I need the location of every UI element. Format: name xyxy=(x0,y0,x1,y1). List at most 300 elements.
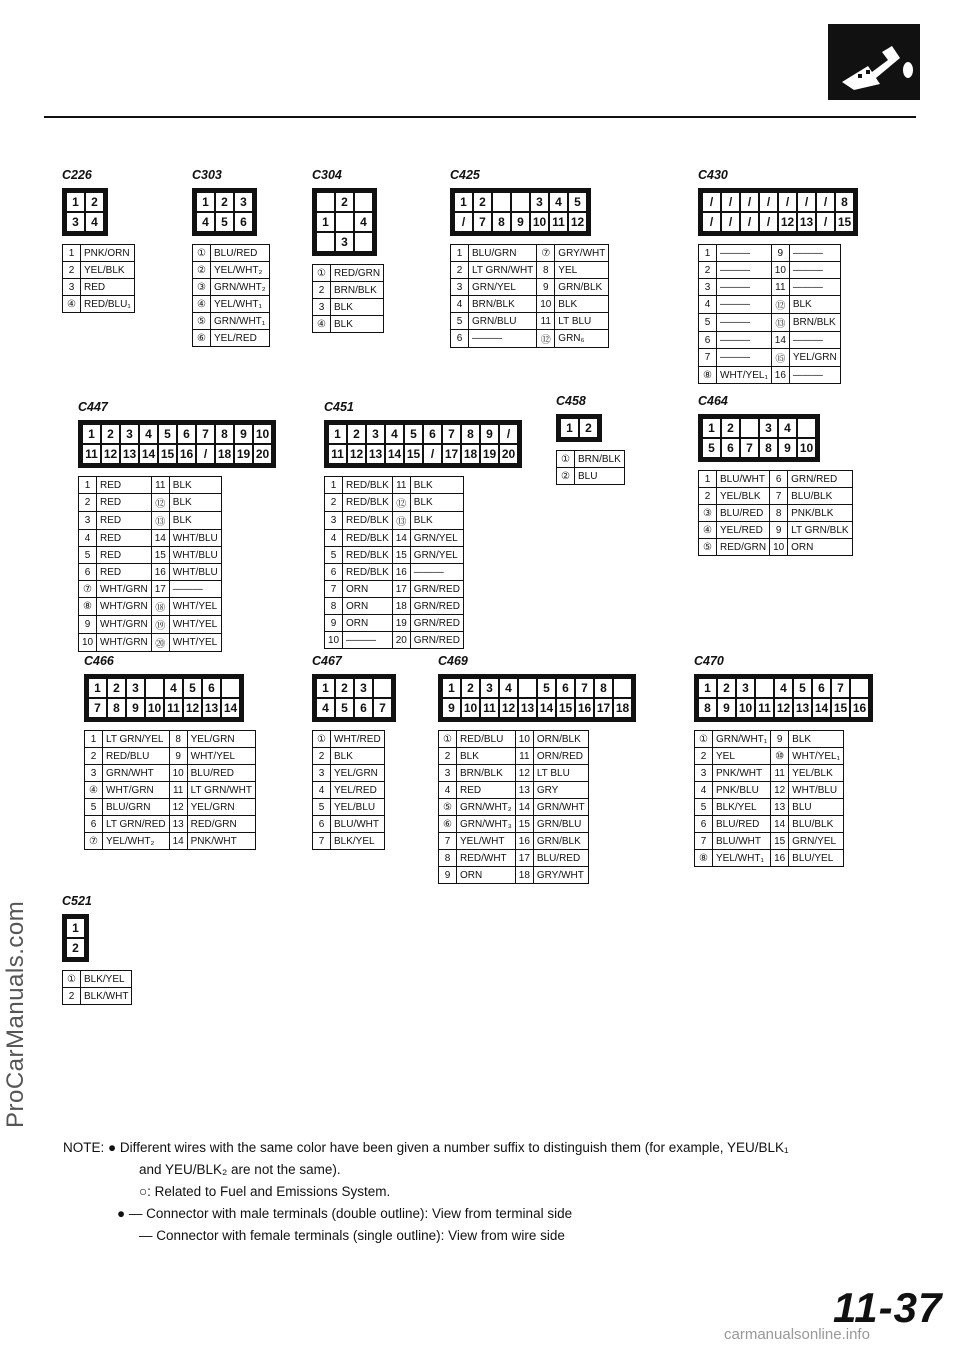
terminal-number: 2 xyxy=(439,748,457,765)
terminal-number: 4 xyxy=(695,782,713,799)
terminal-number: 5 xyxy=(451,313,469,330)
terminal-number: 8 xyxy=(537,262,555,279)
terminal-pin: 6 xyxy=(235,213,252,231)
wire-table xyxy=(192,244,270,347)
wire-color: RED/BLK xyxy=(343,547,393,564)
table-row xyxy=(699,262,841,279)
wire-color: BLK xyxy=(555,296,609,313)
wire-color: BLU/BLK xyxy=(788,488,852,505)
terminal-pin: 9 xyxy=(481,425,498,443)
terminal-number: ⑱ xyxy=(151,598,169,616)
terminal-number: ① xyxy=(313,731,331,748)
terminal-pin: 11 xyxy=(165,699,182,717)
wire-color: LT GRN/BLK xyxy=(788,522,852,539)
terminal-pin: 10 xyxy=(738,701,753,715)
terminal-number: 5 xyxy=(325,547,343,564)
terminal-pin: / xyxy=(760,213,777,231)
wire-color: YEL/BLU xyxy=(331,799,385,816)
terminal-number: 17 xyxy=(515,850,533,867)
wire-color: BLU/WHT xyxy=(713,833,771,850)
terminal-number: 11 xyxy=(515,748,533,765)
wire-color: GRY xyxy=(533,782,588,799)
connector-name: C464 xyxy=(698,394,728,408)
table-row xyxy=(63,279,135,296)
table-row xyxy=(63,262,135,279)
wire-color: GRN/WHT₂ xyxy=(457,799,516,816)
wire-color: GRY/WHT xyxy=(555,245,609,262)
terminal-number: 13 xyxy=(169,816,187,833)
connector-face xyxy=(312,674,396,722)
table-row xyxy=(325,615,464,632)
wire-color: LT GRN/RED xyxy=(103,816,170,833)
wire-table xyxy=(312,730,385,850)
wire-color: BLU/RED xyxy=(187,765,255,782)
terminal-pin: / xyxy=(817,193,834,211)
wire-color: WHT/BLU xyxy=(789,782,844,799)
table-row xyxy=(699,488,853,505)
terminal-pin: 16 xyxy=(852,701,867,715)
wire-color: WHT/BLU xyxy=(169,564,221,581)
wire-color: BLK xyxy=(789,296,840,314)
terminal-pin: 3 xyxy=(760,419,777,437)
table-row xyxy=(313,299,384,316)
table-row xyxy=(439,867,589,884)
terminal-number: 9 xyxy=(770,522,788,539)
wire-color: ORN/BLK xyxy=(533,731,588,748)
terminal-pin: 8 xyxy=(595,679,612,697)
wire-table xyxy=(84,730,256,850)
terminal-pin: 6 xyxy=(355,699,372,717)
terminal-pin: 18 xyxy=(615,701,630,715)
terminal-number: 3 xyxy=(699,279,717,296)
terminal-pin: / xyxy=(817,213,834,231)
terminal-number: 1 xyxy=(79,477,97,494)
terminal-pin: 4 xyxy=(140,425,157,443)
table-row xyxy=(313,816,385,833)
terminal-pin: 1 xyxy=(561,419,578,437)
terminal-pin: 6 xyxy=(424,425,441,443)
terminal-number: 2 xyxy=(313,282,331,299)
connector-name: C226 xyxy=(62,168,92,182)
table-row xyxy=(695,833,844,850)
connector-face xyxy=(62,914,89,962)
terminal-pin: 8 xyxy=(836,193,853,211)
terminal-number: ① xyxy=(695,731,713,748)
wire-color: YEL/GRN xyxy=(331,765,385,782)
wire-color: LT GRN/YEL xyxy=(103,731,170,748)
table-row xyxy=(439,833,589,850)
wire-color: ——— xyxy=(717,245,772,262)
connector-c467 xyxy=(312,654,396,850)
terminal-pin: 8 xyxy=(493,213,510,231)
terminal-number: 16 xyxy=(515,833,533,850)
wire-color: ——— xyxy=(789,332,840,349)
table-row xyxy=(699,245,841,262)
terminal-pin: 4 xyxy=(197,213,214,231)
terminal-pin xyxy=(798,419,815,437)
table-row xyxy=(451,262,609,279)
table-row xyxy=(325,512,464,530)
terminal-pin: 15 xyxy=(160,447,175,461)
terminal-pin xyxy=(355,233,372,251)
table-row xyxy=(313,748,385,765)
terminal-pin: 19 xyxy=(236,447,251,461)
terminal-number: 6 xyxy=(79,564,97,581)
terminal-number: 10 xyxy=(770,539,788,556)
terminal-pin: 10 xyxy=(463,701,478,715)
terminal-number: 8 xyxy=(439,850,457,867)
terminal-number: 9 xyxy=(771,245,789,262)
table-row xyxy=(557,468,625,485)
terminal-number: ④ xyxy=(85,782,103,799)
terminal-pin: / xyxy=(741,193,758,211)
wire-color: ——— xyxy=(717,314,772,332)
terminal-number: ② xyxy=(557,468,575,485)
connector-name: C425 xyxy=(450,168,480,182)
terminal-pin: 2 xyxy=(86,193,103,211)
fuel-system-section-icon xyxy=(828,24,920,100)
terminal-pin: 1 xyxy=(317,679,334,697)
wire-color: PNK/BLK xyxy=(788,505,852,522)
connector-name: C469 xyxy=(438,654,468,668)
terminal-number: ⑬ xyxy=(392,512,410,530)
terminal-number: 2 xyxy=(63,988,81,1005)
terminal-pin xyxy=(146,679,163,697)
connector-face xyxy=(698,414,820,462)
terminal-pin xyxy=(355,193,372,211)
table-row xyxy=(79,494,222,512)
table-row xyxy=(695,816,844,833)
page-number: 11-37 xyxy=(833,1284,943,1331)
terminal-number: ⑦ xyxy=(85,833,103,850)
terminal-number: 15 xyxy=(392,547,410,564)
wire-color: GRN/WHT xyxy=(103,765,170,782)
terminal-number: ① xyxy=(439,731,457,748)
connector-c430 xyxy=(698,168,858,384)
table-row xyxy=(451,313,609,330)
wire-color: GRN/YEL xyxy=(469,279,537,296)
table-row xyxy=(85,748,256,765)
connector-face xyxy=(694,674,873,722)
wire-color: RED/BLU xyxy=(457,731,516,748)
terminal-pin: 3 xyxy=(355,679,372,697)
connector-face xyxy=(556,414,602,442)
wire-color: YEL/GRN xyxy=(187,799,255,816)
terminal-number: 10 xyxy=(79,634,97,652)
terminal-number: 11 xyxy=(392,477,410,494)
table-row xyxy=(193,330,270,347)
connector-c466 xyxy=(84,654,256,850)
table-row xyxy=(79,598,222,616)
terminal-pin xyxy=(851,679,868,697)
wire-table xyxy=(698,470,853,556)
table-row xyxy=(63,971,132,988)
terminal-number: ⑥ xyxy=(439,816,457,833)
terminal-pin xyxy=(317,233,334,251)
table-row xyxy=(313,282,384,299)
table-row xyxy=(439,748,589,765)
wire-color: LT BLU xyxy=(533,765,588,782)
terminal-pin: 2 xyxy=(336,193,353,211)
wire-color: BLK xyxy=(331,299,384,316)
table-row xyxy=(193,296,270,313)
wire-color: BLU/RED xyxy=(717,505,770,522)
terminal-number: 12 xyxy=(771,782,789,799)
wire-color: YEL/GRN xyxy=(187,731,255,748)
table-row xyxy=(695,782,844,799)
table-row xyxy=(439,799,589,816)
wire-color: YEL/GRN xyxy=(789,349,840,367)
wire-color: RED/BLK xyxy=(343,564,393,581)
terminal-pin: 13 xyxy=(368,447,383,461)
terminal-number: 14 xyxy=(515,799,533,816)
wire-color: WHT/BLU xyxy=(169,530,221,547)
wire-color: ORN xyxy=(343,598,393,615)
terminal-pin: 4 xyxy=(775,679,792,697)
terminal-pin: 10 xyxy=(799,441,814,455)
terminal-pin: 4 xyxy=(317,699,334,717)
terminal-pin: 14 xyxy=(539,701,554,715)
terminal-pin: 3 xyxy=(737,679,754,697)
wire-color: BLU xyxy=(789,799,844,816)
terminal-number: 7 xyxy=(695,833,713,850)
terminal-pin: / xyxy=(760,193,777,211)
terminal-number: 7 xyxy=(699,349,717,367)
terminal-pin: 12 xyxy=(349,447,364,461)
terminal-pin: / xyxy=(722,193,739,211)
wire-color: RED xyxy=(81,279,135,296)
terminal-pin: 5 xyxy=(794,679,811,697)
terminal-number: 9 xyxy=(169,748,187,765)
terminal-number: ④ xyxy=(699,522,717,539)
terminal-pin: 1 xyxy=(699,679,716,697)
wire-color: ——— xyxy=(789,262,840,279)
table-row xyxy=(699,471,853,488)
terminal-pin: 1 xyxy=(197,193,214,211)
wire-color: BLU/WHT xyxy=(717,471,770,488)
terminal-pin: 1 xyxy=(67,919,84,937)
terminal-pin: / xyxy=(500,425,517,443)
terminal-number: 11 xyxy=(537,313,555,330)
note-line-2: and YEU/BLK₂ are not the same). xyxy=(139,1162,341,1177)
connector-name: C447 xyxy=(78,400,108,414)
terminal-number: 15 xyxy=(151,547,169,564)
terminal-pin: 12 xyxy=(570,215,585,229)
terminal-pin: 6 xyxy=(722,439,739,457)
wire-color: YEL xyxy=(713,748,771,765)
terminal-number: 10 xyxy=(169,765,187,782)
terminal-number: 5 xyxy=(85,799,103,816)
wire-color: BLK xyxy=(457,748,516,765)
terminal-pin: 15 xyxy=(558,701,573,715)
terminal-number: 1 xyxy=(325,477,343,494)
wire-color: GRN/BLK xyxy=(555,279,609,296)
terminal-number: 8 xyxy=(169,731,187,748)
terminal-pin: 20 xyxy=(255,447,270,461)
terminal-number: 9 xyxy=(325,615,343,632)
connector-name: C458 xyxy=(556,394,586,408)
connector-c464 xyxy=(698,394,853,556)
terminal-number: 6 xyxy=(451,330,469,348)
terminal-number: 10 xyxy=(771,262,789,279)
terminal-number: ④ xyxy=(313,316,331,333)
wire-color: YEL/WHT₂ xyxy=(103,833,170,850)
terminal-number: 5 xyxy=(79,547,97,564)
wire-color: GRN/BLK xyxy=(533,833,588,850)
terminal-pin: 5 xyxy=(216,213,233,231)
wire-color: GRN/BLU xyxy=(533,816,588,833)
side-watermark: ProCarManuals.com xyxy=(2,900,29,1128)
terminal-number: 16 xyxy=(392,564,410,581)
terminal-pin: 9 xyxy=(443,699,460,717)
connector-name: C521 xyxy=(62,894,92,908)
connector-name: C430 xyxy=(698,168,728,182)
terminal-pin xyxy=(614,679,631,697)
wire-color: YEL/WHT xyxy=(457,833,516,850)
terminal-pin: 2 xyxy=(580,419,597,437)
wire-color: YEL/WHT₂ xyxy=(211,262,270,279)
table-row xyxy=(325,530,464,547)
terminal-pin: 5 xyxy=(569,193,586,211)
terminal-number: 4 xyxy=(325,530,343,547)
wire-color: RED/BLU xyxy=(103,748,170,765)
wire-table xyxy=(312,264,384,333)
terminal-number: 14 xyxy=(771,332,789,349)
wire-color: YEL/BLK xyxy=(81,262,135,279)
connector-face xyxy=(450,188,591,236)
table-row xyxy=(699,539,853,556)
terminal-number: 14 xyxy=(151,530,169,547)
connector-name: C467 xyxy=(312,654,342,668)
terminal-number: 7 xyxy=(313,833,331,850)
terminal-number: ⑮ xyxy=(771,349,789,367)
wire-color: BLK xyxy=(331,316,384,333)
terminal-pin xyxy=(317,193,334,211)
terminal-pin xyxy=(519,679,536,697)
terminal-pin: 17 xyxy=(596,701,611,715)
terminal-pin: / xyxy=(741,213,758,231)
terminal-pin: 9 xyxy=(779,439,796,457)
wire-color: WHT/YEL xyxy=(169,616,221,634)
terminal-pin: 13 xyxy=(204,701,219,715)
terminal-number: ① xyxy=(63,971,81,988)
terminal-pin xyxy=(741,419,758,437)
wire-color: BLU/GRN xyxy=(469,245,537,262)
table-row xyxy=(85,833,256,850)
table-row xyxy=(695,765,844,782)
wire-table xyxy=(324,476,464,649)
table-row xyxy=(85,816,256,833)
terminal-pin xyxy=(756,679,773,697)
terminal-pin: 19 xyxy=(482,447,497,461)
terminal-pin: 9 xyxy=(127,699,144,717)
terminal-number: ④ xyxy=(193,296,211,313)
wire-color: BLU/BLK xyxy=(789,816,844,833)
terminal-number: 14 xyxy=(392,530,410,547)
table-row xyxy=(439,731,589,748)
terminal-pin: 3 xyxy=(127,679,144,697)
terminal-number: 1 xyxy=(699,245,717,262)
wire-color: RED/BLU₁ xyxy=(81,296,135,313)
wire-color: ——— xyxy=(717,296,772,314)
terminal-number: 9 xyxy=(79,616,97,634)
terminal-pin: 20 xyxy=(501,447,516,461)
terminal-pin: 11 xyxy=(329,445,346,463)
note-line-4: ● — Connector with male terminals (double outline): View from terminal side xyxy=(117,1206,573,1221)
terminal-pin: 18 xyxy=(463,447,478,461)
terminal-number: ④ xyxy=(63,296,81,313)
wire-table xyxy=(694,730,844,867)
terminal-pin: 11 xyxy=(550,213,567,231)
wire-color: BLK/YEL xyxy=(713,799,771,816)
table-row xyxy=(451,279,609,296)
wire-color: ——— xyxy=(717,262,772,279)
wire-color: ——— xyxy=(789,367,840,384)
terminal-pin: 11 xyxy=(83,445,100,463)
terminal-number: 3 xyxy=(313,765,331,782)
terminal-number: 6 xyxy=(695,816,713,833)
wire-color: WHT/GRN xyxy=(97,598,152,616)
wire-color: WHT/YEL xyxy=(169,598,221,616)
terminal-pin xyxy=(493,193,510,211)
terminal-pin: / xyxy=(703,193,720,211)
terminal-pin: 4 xyxy=(165,679,182,697)
connector-c226 xyxy=(62,168,135,313)
connector-name: C304 xyxy=(312,168,342,182)
connector-face xyxy=(62,188,108,236)
terminal-pin: 3 xyxy=(367,425,384,443)
connector-face xyxy=(192,188,257,236)
table-row xyxy=(699,349,841,367)
table-row xyxy=(699,522,853,539)
wire-color: LT GRN/WHT xyxy=(469,262,537,279)
terminal-pin: 11 xyxy=(756,699,773,717)
connector-c521 xyxy=(62,894,132,1005)
terminal-number: 4 xyxy=(451,296,469,313)
terminal-pin: 18 xyxy=(217,447,232,461)
connector-c458 xyxy=(556,394,625,485)
header-rule xyxy=(44,116,916,118)
terminal-pin: 3 xyxy=(336,233,353,251)
terminal-number: ⑥ xyxy=(193,330,211,347)
connector-face xyxy=(698,188,858,236)
wire-color: RED xyxy=(97,477,152,494)
table-row xyxy=(451,245,609,262)
wire-color: GRN/WHT₃ xyxy=(457,816,516,833)
terminal-pin: 1 xyxy=(703,419,720,437)
terminal-number: 4 xyxy=(313,782,331,799)
wire-color: WHT/GRN xyxy=(103,782,170,799)
terminal-number: 7 xyxy=(770,488,788,505)
terminal-number: ③ xyxy=(699,505,717,522)
wire-color: YEL/RED xyxy=(331,782,385,799)
wire-color: GRN/YEL xyxy=(789,833,844,850)
terminal-pin: / xyxy=(455,213,472,231)
terminal-number: 1 xyxy=(85,731,103,748)
wire-color: GRN₆ xyxy=(555,330,609,348)
terminal-number: 16 xyxy=(151,564,169,581)
terminal-pin: 1 xyxy=(443,679,460,697)
terminal-pin: 4 xyxy=(550,193,567,211)
terminal-number: 4 xyxy=(439,782,457,799)
wire-color: GRN/RED xyxy=(788,471,852,488)
table-row xyxy=(313,765,385,782)
terminal-number: 6 xyxy=(85,816,103,833)
wire-color: RED/BLK xyxy=(343,494,393,512)
terminal-pin xyxy=(336,213,353,231)
terminal-number: 10 xyxy=(537,296,555,313)
terminal-number: 4 xyxy=(699,296,717,314)
